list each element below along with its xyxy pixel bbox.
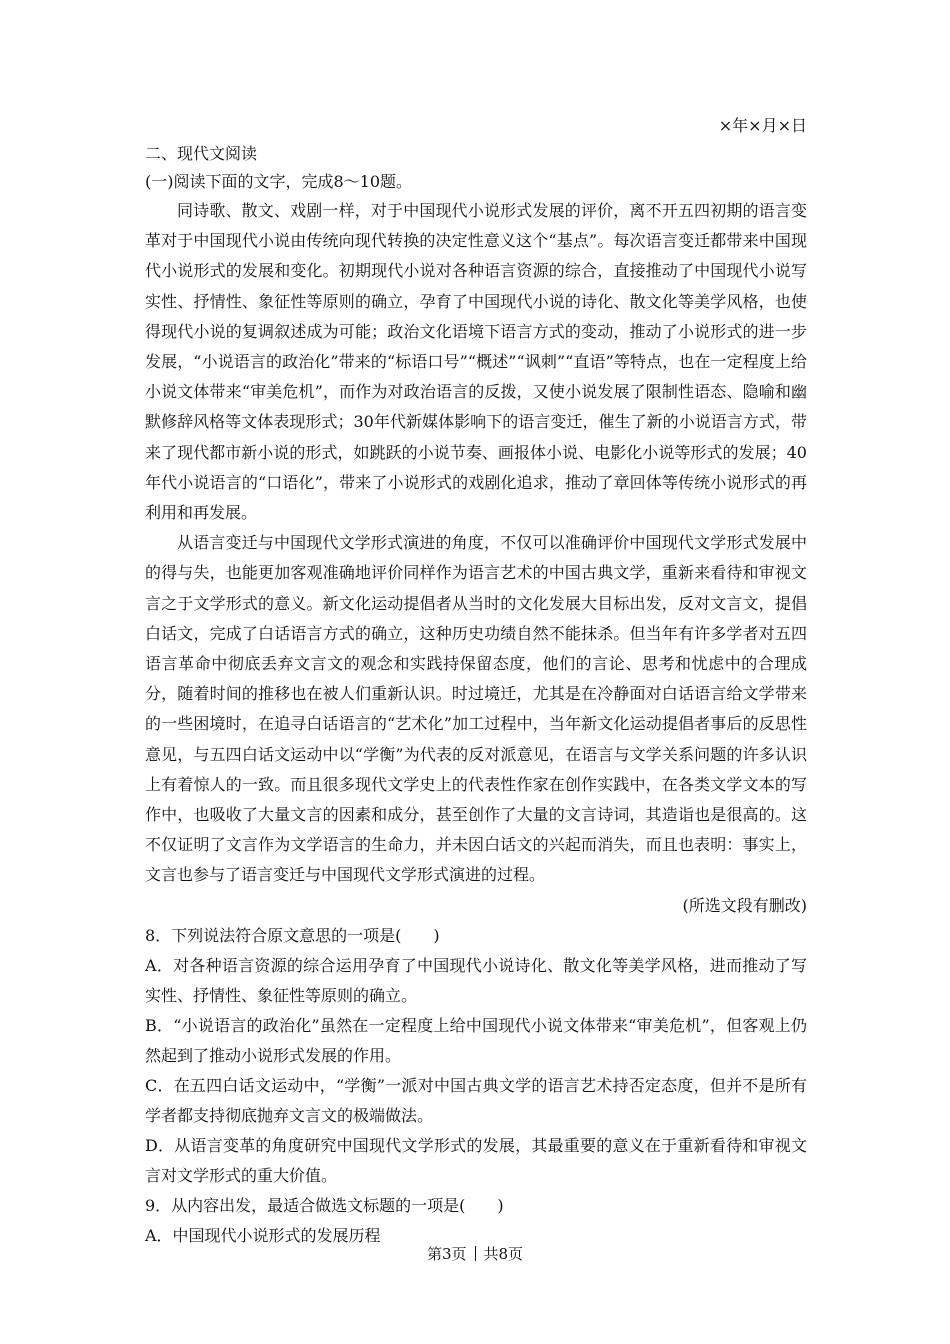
section-title: 二、现代文阅读 xyxy=(145,144,258,163)
instruction: (一)阅读下面的文字，完成8～10题。 xyxy=(145,172,413,191)
page-number: 第3页 xyxy=(426,1245,467,1263)
question-9-stem: 9．从内容出发，最适合做选文标题的一项是( ) xyxy=(145,1195,504,1215)
question-9-option-a: A．中国现代小说形式的发展历程 xyxy=(145,1225,381,1245)
footer-divider xyxy=(475,1246,476,1261)
question-8-stem: 8．下列说法符合原文意思的一项是( ) xyxy=(145,925,440,945)
question-9 xyxy=(145,1191,807,1251)
question-8-option-c: C．在五四白话文运动中，“学衡”一派对中国古典文学的语言艺术持否定态度，但并不是所有学者都支持彻底抛弃文言文的极端做法。 xyxy=(145,1075,807,1125)
question-8-option-d: D．从语言变革的角度研究中国现代文学形式的发展，其最重要的意义在于重新看待和审视文言对文学形式的重大价值。 xyxy=(145,1135,807,1185)
page-content xyxy=(145,112,807,1251)
page-footer xyxy=(0,1244,950,1264)
passage-paragraph-1: 同诗歌、散文、戏剧一样，对于中国现代小说形式发展的评价，离不开五四初期的语言变革对于中国现代小说由传统向现代转换的决定性意义这个“基点”。每次语言变迁都带来中国现代小说形式的发展和变化。初期现代小说对各种语言资源的综合，直接推动了中国现代小说写实性、抒情性、象征性等原则的确立，孕育了中国现代小说的诗化、散文化等美学风格，也使得现代小说的复调叙述成为可能；政治文化语境下语言方式的变动，推动了小说形式的进一步发展，“小说语言的政治化”带来的“标语口号”“概述”“讽刺”“直语”等特点，也在一定程度上给小说文体带来“审美危机”，而作为对政治语言的反拨，又使小说发展了限制性语态、隐喻和幽默修辞风格等文体表现形式；30年代新媒体影响下的语言变迁，催生了新的小说语言方式，带来了现代都市新小说的形式，如跳跃的小说节奏、画报体小说、电影化小说等形式的发展；40年代小说语言的“口语化”，带来了小说形式的戏剧化追求，推动了章回体等传统小说形式的再利用和再发展。 xyxy=(145,201,807,523)
source-note: (所选文段有删改) xyxy=(682,895,807,915)
question-8 xyxy=(145,921,807,1191)
passage-paragraph-2: 从语言变迁与中国现代文学形式演进的角度，不仅可以准确评价中国现代文学形式发展中的得与失，也能更加客观准确地评价同样作为语言艺术的中国古典文学，重新来看待和审视文言之于文学形式的意义。新文化运动提倡者从当时的文化发展大目标出发，反对文言文，提倡白话文，完成了白话语言方式的确立，这种历史功绩自然不能抹杀。但当年有许多学者对五四语言革命中彻底丢弃文言文的观念和实践持保留态度，他们的言论、思考和忧虑中的合理成分，随着时间的推移也在被人们重新认识。时过境迁，尤其是在冷静面对白话语言给文学带来的一些困境时，在追寻白话语言的“艺术化”加工过程中，当年新文化运动提倡者事后的反思性意见，与五四白话文运动中以“学衡”为代表的反对派意见，在语言与文学关系问题的许多认识上有着惊人的一致。而且很多现代文学史上的代表性作家在创作实践中，在各类文学文本的写作中，也吸收了大量文言的因素和成分，甚至创作了大量的文言诗词，其造诣也是很高的。这不仅证明了文言作为文学语言的生命力，并未因白话文的兴起而消失，而且也表明：事实上，文言也参与了语言变迁与中国现代文学形式演进的过程。 xyxy=(145,533,807,885)
date-line: ×年×月×日 xyxy=(718,116,807,135)
question-8-option-b: B．“小说语言的政治化”虽然在一定程度上给中国现代小说文体带来“审美危机”，但客观上仍然起到了推动小说形式发展的作用。 xyxy=(145,1015,807,1065)
total-pages: 共8页 xyxy=(483,1245,524,1263)
question-8-option-a: A．对各种语言资源的综合运用孕育了中国现代小说诗化、散文化等美学风格，进而推动了写实性、抒情性、象征性等原则的确立。 xyxy=(145,955,807,1005)
